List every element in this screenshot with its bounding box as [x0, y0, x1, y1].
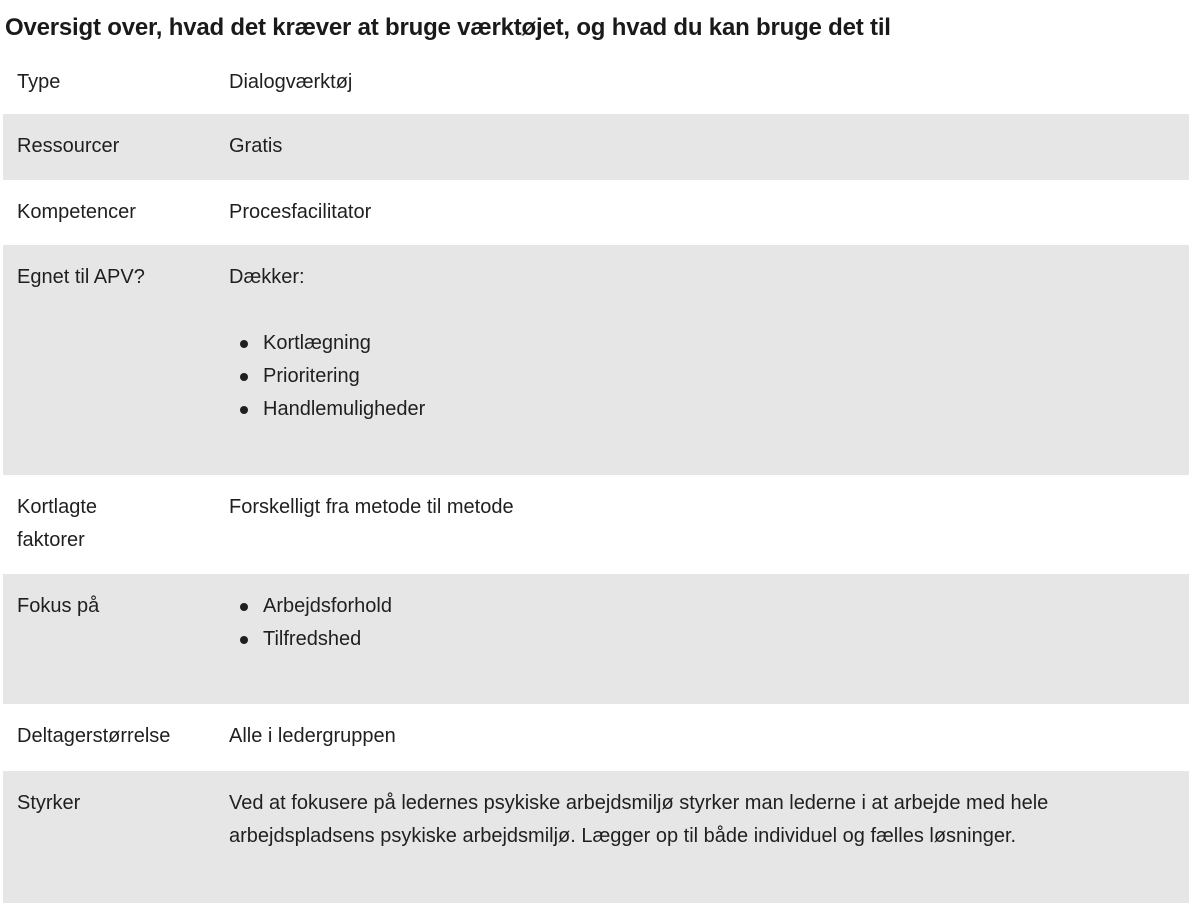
table-row-styrker [3, 771, 1189, 903]
bullet-list [229, 590, 1179, 656]
row-label: Styrker [17, 792, 81, 814]
table-row-fokus-paa [3, 574, 1189, 704]
list-item: Tilfredshed [229, 623, 1179, 656]
row-value: Forskelligt fra metode til metode [229, 496, 514, 518]
bullet-list [229, 327, 1179, 426]
row-value: Dialogværktøj [229, 71, 353, 93]
table-row-type [3, 50, 1189, 114]
row-value [229, 590, 1179, 656]
row-label: Deltagerstørrelse [17, 725, 171, 747]
row-label: Fokus på [17, 595, 100, 617]
row-label: Kompetencer [17, 201, 136, 223]
row-label: Ressourcer [17, 135, 120, 157]
table-row-ressourcer [3, 114, 1189, 180]
row-value: Alle i ledergruppen [229, 725, 396, 747]
overview-table [3, 50, 1189, 903]
row-value: Ved at fokusere på ledernes psykiske arbejdsmiljø styrker man lederne i at arbejde med hele arbejdspladsens psykiske arbejdsmiljø. Lægger op til både individuel og fælles løsninger. [229, 792, 1049, 847]
page-title: Oversigt over, hvad det kræver at bruge værktøjet, og hvad du kan bruge det til [5, 14, 891, 41]
row-value: Procesfacilitator [229, 201, 372, 223]
table-row-egnet-til-apv [3, 245, 1189, 475]
table-row-kompetencer [3, 180, 1189, 245]
list-item: Kortlægning [229, 327, 1179, 360]
list-item: Prioritering [229, 360, 1179, 393]
row-label: Kortlagte faktorer [17, 496, 98, 551]
list-item: Handlemuligheder [229, 393, 1179, 426]
table-row-kortlagte-faktorer [3, 475, 1189, 574]
row-value: Gratis [229, 135, 283, 157]
table-row-deltagerstoerrelse [3, 704, 1189, 771]
row-value-text: Dækker: [229, 266, 305, 288]
row-label: Egnet til APV? [17, 266, 145, 288]
list-item: Arbejdsforhold [229, 590, 1179, 623]
row-value [229, 261, 1179, 426]
row-label: Type [17, 71, 61, 93]
